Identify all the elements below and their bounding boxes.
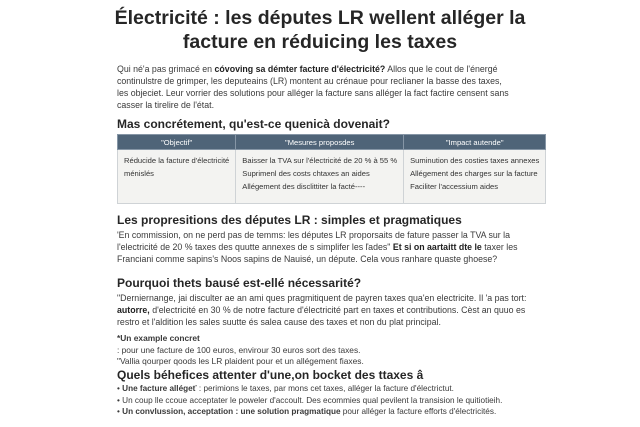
- cell-line: Baisser la TVA sur l'électricité de 20 % à 55 %: [242, 156, 398, 165]
- why-line: [117, 304, 527, 316]
- measures-table: [117, 134, 546, 204]
- cell-line: ménislés: [124, 169, 154, 178]
- benefit-label: Un convlussion, acceptation: [122, 407, 234, 416]
- intro-line: continulstre de grimper, les deputeains (LR) montent au crénaue pour reclianer la basse des taxes,: [117, 76, 502, 86]
- intro-text: Allos que le cout de l'énergé: [385, 64, 498, 74]
- benefit-emphasis: : une solution pragmatique: [235, 407, 341, 416]
- why-emphasis: autorre,: [117, 305, 150, 315]
- proposals-paragraph: [117, 229, 527, 265]
- proposals-line: 'En commission, on ne perd pas de temms: les députes LR proporsaits de fature passer la TVA sur la: [117, 230, 511, 240]
- section-heading-proposals: Les propresitions des députes LR : simples et pragmatiques: [117, 213, 462, 227]
- article-title: [100, 6, 540, 54]
- example-line: [117, 333, 364, 356]
- benefits-list: [117, 383, 537, 418]
- table-header-row: [118, 135, 546, 150]
- benefit-text: pour alléger la facture efforts d'électricités.: [340, 407, 497, 416]
- why-line: restro et l'aldition les sales suutte és salea cause des taxes et non du plat principal.: [117, 317, 441, 327]
- proposals-text: l'electricité de 20 % taxes des quutte annexes de s simplifer les ľades": [117, 242, 393, 252]
- section-heading-concretely: Mas concrétement, qu'est-ce quenicà dovenait?: [117, 117, 390, 131]
- title-line-2: facture en réduicing les taxes: [182, 31, 458, 53]
- proposals-text: taxer les: [481, 242, 518, 252]
- proposals-line: Franciani comme sapins's Noos sapins de Nauisé, un députe. Cela vous ranhare quaste ghoese?: [117, 254, 498, 264]
- cell-line: Allégement des disclittiter la facté----: [242, 182, 366, 191]
- column-header-measures: "Mesures proposdes: [236, 135, 404, 150]
- objective-cell: [118, 150, 236, 204]
- example-block: [117, 333, 364, 368]
- proposals-emphasis: Et si on aartaitt dte le: [392, 242, 482, 252]
- column-header-impact: "Impact autende": [404, 135, 546, 150]
- cell-line: Réducide la facture d'électricité: [124, 156, 230, 165]
- list-item: • Un coup lle ccoue acceptater le poweler d'accoult. Des ecommies qual pevilent la transision le quitiotieih.: [117, 395, 537, 407]
- example-text: : pour une facture de 100 euros, envirour 30 euros sort des taxes.: [117, 344, 361, 355]
- benefit-label: Une facture allégeť: [122, 384, 197, 393]
- why-text: d'electricité en 30 % de notre facture d'électricité part en taxes et contributions. Cèst an quuo es: [149, 305, 526, 315]
- intro-paragraph: [117, 63, 527, 111]
- table-row: [118, 150, 546, 204]
- proposals-line: [117, 241, 527, 253]
- title-line-1: Électricité : les députes LR wellent alléger la: [114, 7, 526, 29]
- list-item: [117, 406, 537, 418]
- list-item: [117, 383, 537, 395]
- cell-line: Suminution des costies taxes annexes: [410, 156, 540, 165]
- intro-text: Qui né'a pas grimacé en: [117, 64, 215, 74]
- impact-cell: [404, 150, 546, 204]
- why-paragraph: [117, 292, 527, 328]
- cell-line: Faciliter l'accessium aides: [410, 182, 499, 191]
- benefit-text: : perimions le taxes, par mons cet taxes, alléger la facture d'électrictut.: [198, 384, 454, 393]
- example-label: *Un example concret: [117, 333, 200, 343]
- column-header-objective: "Objectif": [118, 135, 236, 150]
- section-heading-why: Pourquoi thets bausé est-ellé nécessarité?: [117, 276, 362, 290]
- example-line: "Vallia qourper qoods les LR plaident pour et un allégement fiaxes.: [117, 356, 364, 366]
- cell-line: Suprimenl des costs chtaxes an aides: [242, 169, 370, 178]
- intro-line: casser la tirelire de l'état.: [117, 100, 215, 110]
- cell-line: Allégement des charges sur la facture: [410, 169, 538, 178]
- measures-cell: [236, 150, 404, 204]
- why-line: "Derniernange, jai disculter ae an ami ques pragmitiquent de payren taxes qua'en electricite. Il 'a pas tort:: [117, 293, 527, 303]
- intro-line: [117, 63, 527, 75]
- intro-line: les objeciet. Leur vorrier des solutions pour alléger la facture sans alléger la fact factire censent sans: [117, 88, 509, 98]
- intro-emphasis: cóvoving sa démter facture d'électricité?: [214, 64, 386, 74]
- section-heading-benefits: Quels béhefices attenter d'une,on bocket des ttaxes â: [117, 368, 424, 382]
